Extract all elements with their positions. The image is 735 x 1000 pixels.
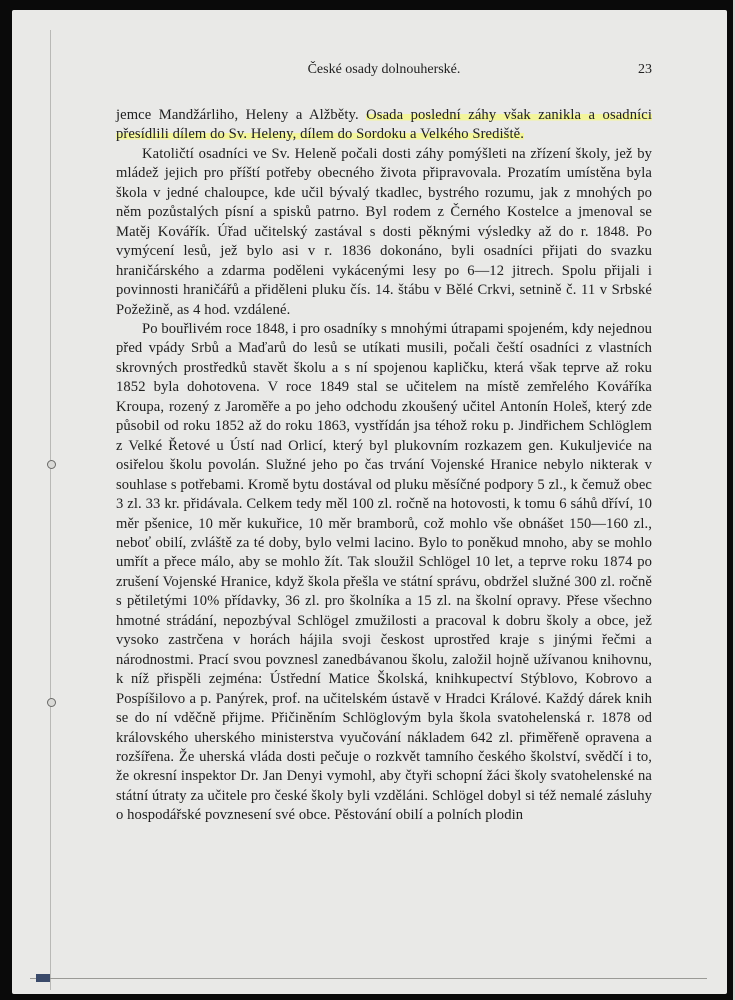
corner-tab bbox=[36, 974, 50, 982]
highlighted-passage[interactable]: Osada poslední záhy však zanikla a osadníci přesídlili dílem do Sv. Heleny, dílem do Sordoku a Velkého Srediště. bbox=[116, 107, 652, 143]
binding-edge-line bbox=[50, 30, 51, 990]
body-text bbox=[116, 106, 652, 826]
paragraph-1 bbox=[116, 106, 652, 145]
paragraph-1-start: jemce Mandžárliho, Heleny a Alžběty. bbox=[116, 107, 367, 123]
running-head bbox=[116, 62, 652, 84]
scanned-page bbox=[12, 10, 727, 994]
paragraph-2: Katoličtí osadníci ve Sv. Heleně počali dosti záhy pomýšleti na zřízení školy, jež by mládež jejich pro příští potřeby obecného života připravovala. Prozatím umístěna byla škola v jedné chaloupce, kde učil bývalý tkadlec, bystrého rozumu, jak z mnohých po něm pozůstalých písní a spisků patrno. Byl rodem z Černého Kostelce a jmenoval se Matěj Kovářík. Úřad učitelský zastával s dosti pěknými výsledky až do r. 1848. Po vymýcení lesů, jež bylo asi v r. 1836 dokonáno, byli osadníci přijati do svazku hraničárského a zdarma poděleni vykácenými lesy po 6—12 jitrech. Spolu přijali i povinnosti hraničářů a přiděleni pluku čís. 14. štábu v Bělé Crkvi, setnině č. 11 v Srbské Požežině, as 4 hod. vzdálené. bbox=[116, 145, 652, 318]
running-title: České osady dolnouherské. bbox=[307, 62, 461, 77]
page-content bbox=[116, 62, 652, 826]
bottom-edge-rule bbox=[30, 978, 707, 979]
binding-hole-mark bbox=[47, 460, 56, 469]
binding-hole-mark bbox=[47, 698, 56, 707]
paragraph-3: Po bouřlivém roce 1848, i pro osadníky s mnohými útrapami spojeném, kdy nejednou před vpády Srbů a Maďarů do lesů se utíkati musili, počali čeští osadníci z vlastních skrovných prostředků stavět školu a s ní spojenou kapličku, která však teprve až roku 1852 byla dohotovena. V roce 1849 stal se učitelem na místě zemřelého Kováříka Kroupa, rozený z Jaroměře a po jeho odchodu zkoušený učitel Antonín Holeš, který zde působil od roku 1852 až do roku 1863, vystřídán jsa téhož roku p. Jindřichem Schlöglem z Velké Řetové u Ústí nad Orlicí, který byl plukovním rozkazem gen. Kukuljeviće na osiřelou školu povolán. Služné jeho po čas trvání Vojenské Hranice nebylo nikterak v souhlase s potřebami. Kromě bytu dostával od pluku měsíčné podpory 5 zl., k čemuž obec 3 zl. 33 kr. přidávala. Celkem tedy měl 100 zl. ročně na hotovosti, k tomu 6 sáhů dříví, 10 měr pšenice, 10 měr kukuřice, 10 měr bramborů, což mohlo vše obnášet 150—160 zl., neboť obilí, zvláště za té doby, bylo velmi lacino. Bylo to poněkud mnoho, aby se mohlo umřít a přece málo, aby se mohlo žít. Tak sloužil Schlögel 10 let, a teprve roku 1874 po zrušení Vojenské Hranice, když škola přešla ve státní správu, obdržel služné 300 zl. ročně s pětiletými 10% přídavky, 36 zl. pro školníka a 15 zl. na školní opravy. Přese všechno hmotné strádání, nepozbýval Schlögel zmužilosti a pracoval k dobru školy a obce, jež vysoko zastrčena v horách hájila svoji českost uprostřed kraje s jinými řečmi a národnostmi. Prací svou povznesl zanedbávanou školu, založil hojně užívanou knihovnu, k níž přispěli zejména: Ústřední Matice Školská, knihkupectví Stýblovo, Kobrovo a Pospíšilovo a p. Panýrek, prof. na učitelském ústavě v Hradci Králové. Každý dárek knih se do ní vděčně přijme. Přičiněním Schlöglovým byla škola svatohelenská r. 1878 od královského uherského ministerstva vyučování nákladem 642 zl. přiměřeně opravena a rozšířena. Že uherská vláda dosti pečuje o rozkvět tamního českého školství, svědčí i to, že okresní inspektor Dr. Jan Denyi vymohl, aby čtyři schopní žáci školy svatohelenské na státní útraty za učitele pro české školy byli vzděláni. Schlögel dobyl si též nemalé zásluhy o hospodářské povznesení své obce. Pěstování obilí a polních plodin bbox=[116, 320, 652, 824]
page-number: 23 bbox=[638, 62, 652, 77]
